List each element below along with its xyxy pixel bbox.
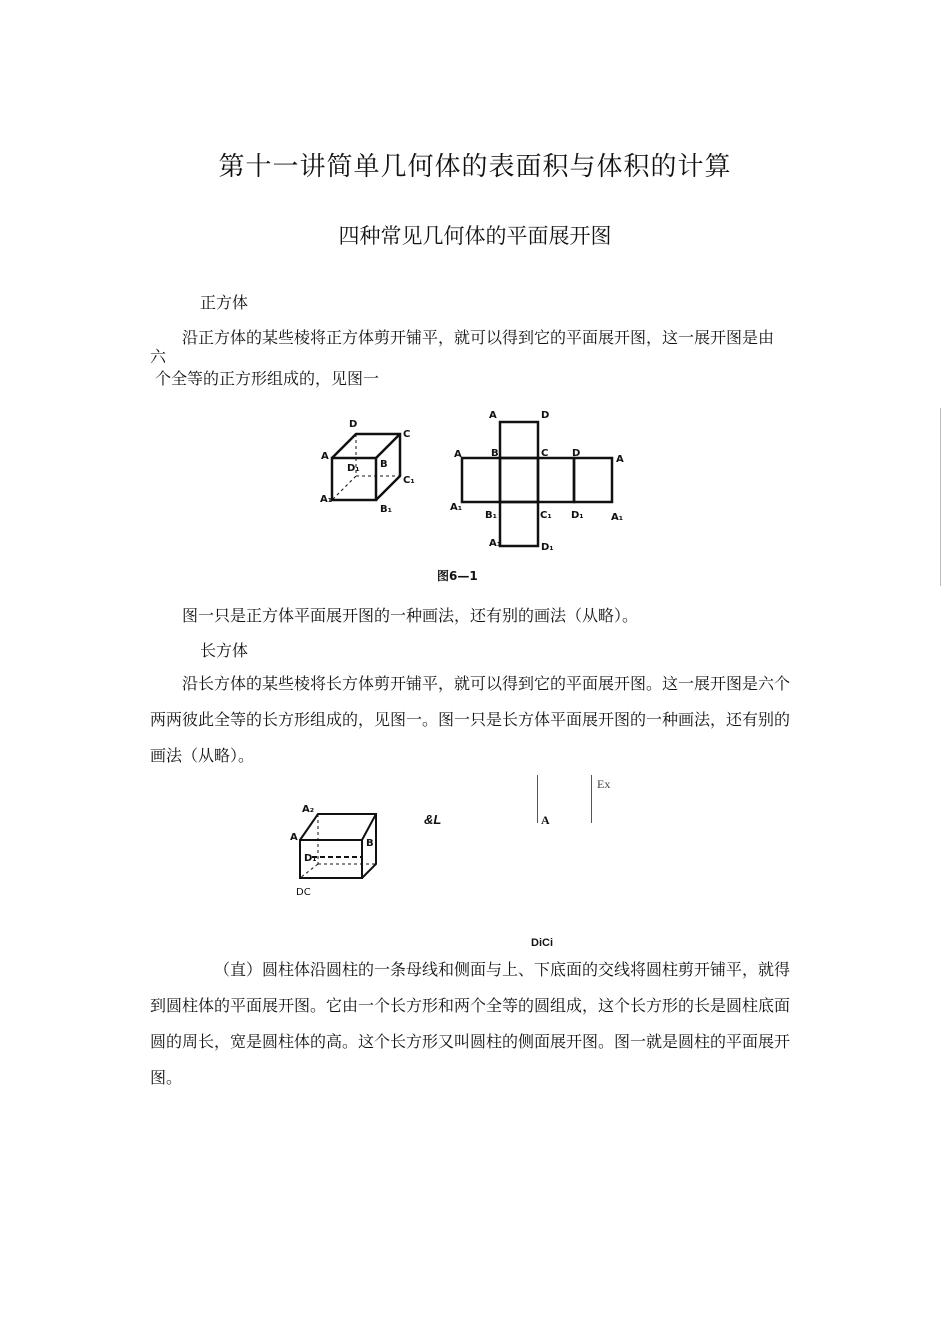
figure2-fragment-A: A [541,813,550,827]
cube-label-D: D [349,419,358,430]
figure2-fragment-Ex: Ex [597,777,611,791]
net-label-A1-bottom: A₁ [489,538,502,549]
net-label-C1: C₁ [540,510,552,521]
section-heading-cube: 正方体 [200,293,249,312]
net-label-A-right: A [616,454,624,465]
figure-cube-and-net [300,400,640,590]
section-heading-cuboid: 长方体 [200,641,249,660]
cube-paragraph-line2: 六 [150,347,167,366]
cuboid-label-A: A [290,832,298,843]
figure2-fragment-DiCi: DiCi [531,937,553,949]
cube-label-C1: C₁ [403,475,415,486]
cuboid-label-B: B [366,838,374,849]
net-label-D1-bottom: D₁ [541,542,554,553]
right-edge-rule [940,408,941,586]
net-label-A1-right: A₁ [611,512,624,523]
figure2-fragment-AL: &L [424,812,442,827]
cube-label-A: A [321,451,329,462]
cube-net-drawing [462,422,612,546]
net-label-A-top: A [489,410,497,421]
net-label-D-top: D [541,410,550,421]
cylinder-paragraph: （直）圆柱体沿圆柱的一条母线和侧面与上、下底面的交线将圆柱剪开铺平，就得到圆柱体的平面展开图。它由一个长方形和两个全等的圆组成，这个长方形的长是圆柱底面圆的周长，宽是圆柱体的高。这个长方形又叫圆柱的侧面展开图。图一就是圆柱的平面展开图。 [150,960,791,1087]
net-label-D: D [572,448,581,459]
cuboid-paragraph: 沿长方体的某些棱将长方体剪开铺平，就可以得到它的平面展开图。这一展开图是六个两两彼此全等的长方形组成的，见图一。图一只是长方体平面展开图的一种画法，还有别的画法（从略）。 [150,674,791,765]
cube-paragraph-line3: 个全等的正方形组成的，见图一 [155,369,380,388]
cube-label-A1: A₁ [320,494,333,505]
cube-label-B1: B₁ [380,504,393,515]
figure2-rule-right [591,775,592,823]
cube-after-figure-text: 图一只是正方体平面展开图的一种画法，还有别的画法（从略）。 [182,606,639,625]
page-title: 第十一讲简单几何体的表面积与体积的计算 [218,152,732,182]
net-label-A-left: A [454,449,462,460]
net-label-C: C [541,448,549,459]
cube-label-D1: D₁ [347,463,360,474]
cuboid-label-A2: A₂ [302,804,315,815]
cube-paragraph-line1: 沿正方体的某些棱将正方体剪开铺平，就可以得到它的平面展开图，这一展开图是由 [182,328,775,347]
page-subtitle: 四种常见几何体的平面展开图 [338,224,612,248]
cuboid-label-DC: DC [296,887,311,898]
figure1-caption: 图6—1 [437,569,478,583]
net-label-D1: D₁ [571,510,584,521]
net-label-B: B [491,448,499,459]
cube-label-C: C [403,429,411,440]
cuboid-label-D1: D₁ [304,853,317,864]
net-label-A1-left: A₁ [450,502,463,513]
cube-label-B: B [380,459,388,470]
figure2-rule-left [537,775,538,823]
net-label-B1: B₁ [485,510,498,521]
